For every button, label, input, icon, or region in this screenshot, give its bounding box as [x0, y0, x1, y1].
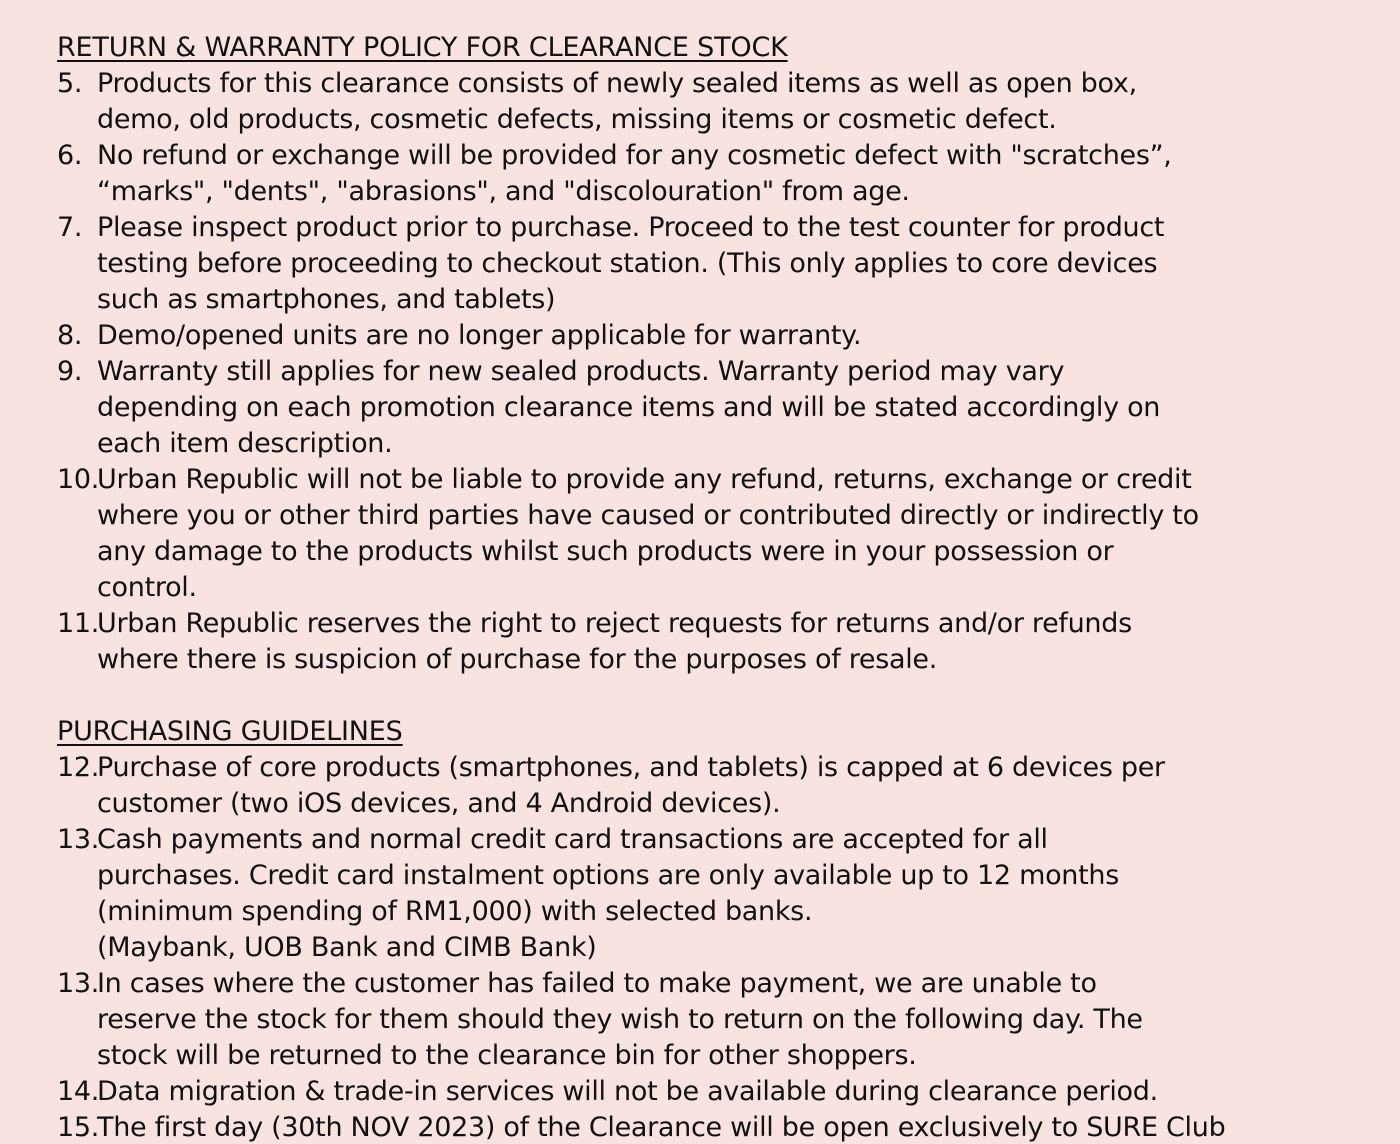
item-text-line: (minimum spending of RM1,000) with selected banks.	[97, 896, 813, 927]
list-item	[57, 606, 1360, 678]
section-return-warranty	[57, 30, 1360, 678]
list-item	[57, 750, 1360, 822]
list-item	[57, 966, 1360, 1074]
list-item	[57, 66, 1360, 138]
item-text-line: reserve the stock for them should they wish to return on the following day. The	[97, 1004, 1143, 1035]
section-heading: PURCHASING GUIDELINES	[57, 716, 403, 747]
item-text-line: Data migration & trade-in services will not be available during clearance period.	[97, 1076, 1158, 1107]
item-text-line: where there is suspicion of purchase for the purposes of resale.	[97, 644, 938, 675]
list-item	[57, 462, 1360, 606]
list-item	[57, 822, 1360, 966]
list-item	[57, 1110, 1360, 1144]
item-number: 6.	[57, 140, 83, 171]
item-text-line: (Maybank, UOB Bank and CIMB Bank)	[97, 932, 597, 963]
item-text-line: The first day (30th NOV 2023) of the Clearance will be open exclusively to SURE Club	[97, 1112, 1226, 1143]
item-text-line: In cases where the customer has failed to make payment, we are unable to	[97, 968, 1097, 999]
item-number: 7.	[57, 212, 83, 243]
item-number: 13.	[57, 824, 100, 855]
item-text-line: stock will be returned to the clearance bin for other shoppers.	[97, 1040, 917, 1071]
item-number: 8.	[57, 320, 83, 351]
item-text-line: testing before proceeding to checkout station. (This only applies to core devices	[97, 248, 1158, 279]
list-item	[57, 318, 1360, 354]
list-item	[57, 1074, 1360, 1110]
section-heading: RETURN & WARRANTY POLICY FOR CLEARANCE STOCK	[57, 32, 788, 63]
item-text-line: depending on each promotion clearance items and will be stated accordingly on	[97, 392, 1161, 423]
item-number: 12.	[57, 752, 100, 783]
item-number: 13.	[57, 968, 100, 999]
item-number: 5.	[57, 68, 83, 99]
item-text-line: Cash payments and normal credit card transactions are accepted for all	[97, 824, 1048, 855]
item-text-line: such as smartphones, and tablets)	[97, 284, 556, 315]
item-text-line: Products for this clearance consists of newly sealed items as well as open box,	[97, 68, 1137, 99]
item-text-line: where you or other third parties have caused or contributed directly or indirectly to	[97, 500, 1199, 531]
item-text-line: Urban Republic will not be liable to provide any refund, returns, exchange or credit	[97, 464, 1192, 495]
item-text-line: control.	[97, 572, 197, 603]
item-text-line: customer (two iOS devices, and 4 Android devices).	[97, 788, 781, 819]
item-text-line: Warranty still applies for new sealed products. Warranty period may vary	[97, 356, 1065, 387]
item-number: 9.	[57, 356, 83, 387]
item-number: 14.	[57, 1076, 100, 1107]
item-text-line: any damage to the products whilst such products were in your possession or	[97, 536, 1114, 567]
item-text-line: Urban Republic reserves the right to reject requests for returns and/or refunds	[97, 608, 1132, 639]
item-text-line: purchases. Credit card instalment options are only available up to 12 months	[97, 860, 1119, 891]
item-text-line: No refund or exchange will be provided for any cosmetic defect with "scratches”,	[97, 140, 1172, 171]
item-text-line: Purchase of core products (smartphones, and tablets) is capped at 6 devices per	[97, 752, 1165, 783]
item-text-line: Please inspect product prior to purchase. Proceed to the test counter for product	[97, 212, 1165, 243]
item-number: 10.	[57, 464, 100, 495]
item-text-line: “marks", "dents", "abrasions", and "discolouration" from age.	[97, 176, 910, 207]
item-text-line: each item description.	[97, 428, 393, 459]
item-number: 11.	[57, 608, 100, 639]
list-item	[57, 210, 1360, 318]
section-purchasing-guidelines	[57, 714, 1360, 1144]
item-number: 15.	[57, 1112, 100, 1143]
list-item	[57, 138, 1360, 210]
list-item	[57, 354, 1360, 462]
item-text-line: demo, old products, cosmetic defects, missing items or cosmetic defect.	[97, 104, 1057, 135]
item-text-line: Demo/opened units are no longer applicable for warranty.	[97, 320, 862, 351]
